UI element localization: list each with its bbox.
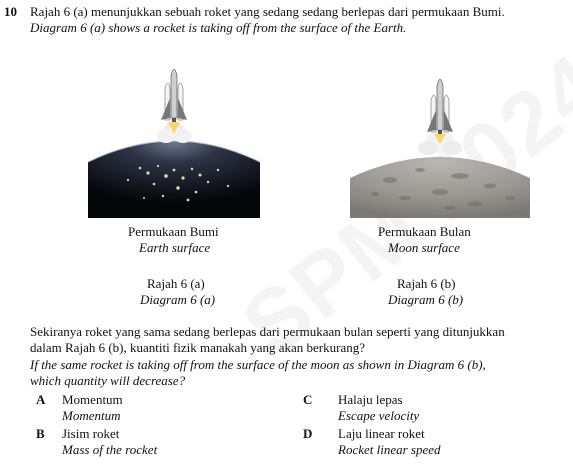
diagram-b-label-en: Diagram 6 (b) (388, 292, 464, 307)
option-letter: A (36, 392, 46, 407)
figure-earth (88, 58, 260, 218)
figure-moon (350, 58, 530, 218)
prompt-ms-line1: Sekiranya roket yang sama sedang berlepas dari permukaan bulan seperti yang ditunjukkan (30, 324, 505, 339)
prompt-en-line2: which quantity will decrease? (30, 373, 186, 388)
earth-caption-en: Earth surface (139, 240, 211, 255)
option-letter: B (36, 426, 45, 441)
prompt-en-line1: If the same rocket is taking off from the surface of the moon as shown in Diagram 6 (b), (30, 357, 486, 372)
option-text-en: Escape velocity (338, 408, 420, 423)
moon-caption-ms: Permukaan Bulan (378, 224, 471, 239)
option-letter: D (303, 426, 313, 441)
option-text-ms: Jisim roket (62, 426, 120, 441)
option-text-en: Momentum (62, 408, 121, 423)
earth-caption-ms: Permukaan Bumi (128, 224, 219, 239)
diagram-a-label-en: Diagram 6 (a) (140, 292, 216, 307)
moon-caption-en: Moon surface (388, 240, 460, 255)
option-text-en: Mass of the rocket (62, 442, 158, 457)
rocket-moon-illustration (350, 58, 530, 218)
option-text-ms: Halaju lepas (338, 392, 403, 407)
question-number: 10 (4, 4, 17, 19)
option-text-ms: Laju linear roket (338, 426, 425, 441)
rocket-earth-illustration (88, 58, 260, 218)
diagram-a-label-ms: Rajah 6 (a) (147, 276, 205, 291)
option-letter: C (303, 392, 313, 407)
option-text-ms: Momentum (62, 392, 123, 407)
option-text-en: Rocket linear speed (338, 442, 441, 457)
diagram-b-label-ms: Rajah 6 (b) (397, 276, 456, 291)
prompt-ms-line2: dalam Rajah 6 (b), kuantiti fizik manakah yang akan berkurang? (30, 340, 365, 355)
question-stem-ms: Rajah 6 (a) menunjukkan sebuah roket yang sedang sedang berlepas dari permukaan Bumi. (30, 4, 505, 19)
question-stem-en: Diagram 6 (a) shows a rocket is taking off from the surface of the Earth. (30, 20, 407, 35)
